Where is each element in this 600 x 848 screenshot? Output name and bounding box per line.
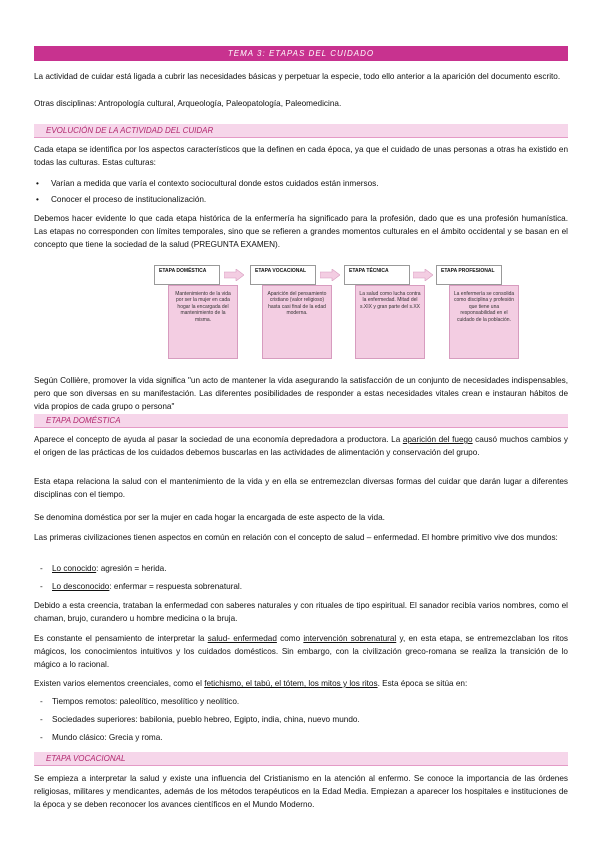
arrow-icon (320, 269, 340, 281)
list-item: - Lo conocido: agresión = herida. (40, 564, 167, 573)
domestica-paragraph-6: Es constante el pensamiento de interpretar la salud- enfermedad como intervención sobrenatural y, en esta etapa, se entremezclaban los ritos mágicos, los conocimientos intuitivos y los cuidados domésticos. Sin embargo, con la civilización greco-romana se realiza la transición de lo mágico a lo racional. (34, 634, 568, 669)
stage-card-domestica: Mantenimiento de la vida por ser la mujer en cada hogar la encargada del mantenimiento de la misma. (168, 285, 238, 359)
domestica-paragraph-4: Las primeras civilizaciones tienen aspectos en común en relación con el concepto de salud – enfermedad. El hombre primitivo vive dos mundos: (34, 533, 558, 542)
stage-profesional: ETAPA PROFESIONAL (436, 265, 502, 285)
colliere-quote: Según Collière, promover la vida significa "un acto de mantener la vida asegurando la satisfacción de un conjunto de necesidades indispensables, pero que son diversas en su manifestación. Las diferentes posibilidades de responder a estas necesidades vitales crean e instauran hábitos de vida propios de cada grupo o persona" (34, 376, 568, 411)
domestica-paragraph-7: Existen varios elementos creenciales, como el fetichismo, el tabú, el tótem, los mitos y los ritos. Esta época se sitúa en: (34, 679, 468, 688)
vocacional-paragraph-1: Se empieza a interpretar la salud y existe una influencia del Cristianismo en la atención al enfermo. Se conoce la importancia de las órdenes religiosas, militares y mendicantes, además de los métodos terapéuticos en la Edad Media. Empiezan a aparecer los hospitales e instituciones de la época y se deben reconocer los avances científicos en el Mundo Moderno. (34, 774, 568, 809)
section-heading-evolucion: EVOLUCIÓN DE LA ACTIVIDAD DEL CUIDAR (34, 124, 568, 138)
list-item: - Mundo clásico: Grecia y roma. (40, 733, 163, 742)
list-item: - Sociedades superiores: babilonia, pueblo hebreo, Egipto, india, china, nuevo mundo. (40, 715, 360, 724)
list-item: - Tiempos remotos: paleolítico, mesolítico y neolítico. (40, 697, 240, 706)
list-item: - Lo desconocido: enfermar = respuesta sobrenatural. (40, 582, 243, 591)
evolucion-paragraph-1: Cada etapa se identifica por los aspectos característicos que la definen en cada época, ya que el cuidado de unas personas a otras ha existido en todas las culturas. Estas culturas: (34, 145, 568, 167)
arrow-icon (224, 269, 244, 281)
intro-disciplines: Otras disciplinas: Antropología cultural, Arqueología, Paleopatología, Paleomedicina. (34, 99, 342, 108)
stage-card-tecnica: La salud como lucha contra la enfermedad. Mitad del s.XIX y gran parte del s.XX (355, 285, 425, 359)
stage-vocacional: ETAPA VOCACIONAL (250, 265, 316, 285)
stage-card-vocacional: Aparición del pensamiento cristiano (valor religioso) hasta casi final de la edad moderna. (262, 285, 332, 359)
domestica-paragraph-3: Se denomina doméstica por ser la mujer en cada hogar la encargada de este aspecto de la vida. (34, 513, 385, 522)
section-heading-vocacional: ETAPA VOCACIONAL (34, 752, 568, 766)
list-item: • Varían a medida que varía el contexto sociocultural donde estos cuidados están inmersos. (36, 179, 379, 188)
intro-paragraph: La actividad de cuidar está ligada a cubrir las necesidades básicas y perpetuar la especie, todo ello anterior a la aparición del documento escrito. (34, 72, 561, 81)
domestica-paragraph-1: Aparece el concepto de ayuda al pasar la sociedad de una economía depredadora a productora. La aparición del fuego causó muchos cambios y el origen de las prácticas de los cuidados debemos buscarlas en las actividades de alimentación y conservación del grupo. (34, 435, 568, 457)
domestica-paragraph-2: Esta etapa relaciona la salud con el mantenimiento de la vida y en ella se entremezclan diversas formas del cuidar que darán lugar a diferentes disciplinas con el tiempo. (34, 477, 568, 499)
domestica-paragraph-5: Debido a esta creencia, trataban la enfermedad con saberes naturales y con rituales de tipo espiritual. El sanador recibía varios nombres, como el chaman, brujo, curandero u hombre medicina o la bruja. (34, 601, 568, 623)
page-title: TEMA 3: ETAPAS DEL CUIDADO (34, 46, 568, 61)
evolucion-paragraph-2: Debemos hacer evidente lo que cada etapa histórica de la enfermería ha significado para la profesión, dado que es una profesión humanística. Las etapas no corresponden con límites temporales, sino que se refieren a grandes momentos culturales en el ámbito occidental y se basan en el concepto que tiene la sociedad de la salud (PREGUNTA EXAMEN). (34, 214, 568, 249)
arrow-icon (413, 269, 433, 281)
stage-tecnica: ETAPA TÉCNICA (344, 265, 410, 285)
stage-card-profesional: La enfermería se consolida como disciplina y profesión que tiene una responsabilidad en el cuidado de la población. (449, 285, 519, 359)
stage-domestica: ETAPA DOMÉSTICA (154, 265, 220, 285)
list-item: • Conocer el proceso de institucionalización. (36, 195, 207, 204)
section-heading-domestica: ETAPA DOMÉSTICA (34, 414, 568, 428)
